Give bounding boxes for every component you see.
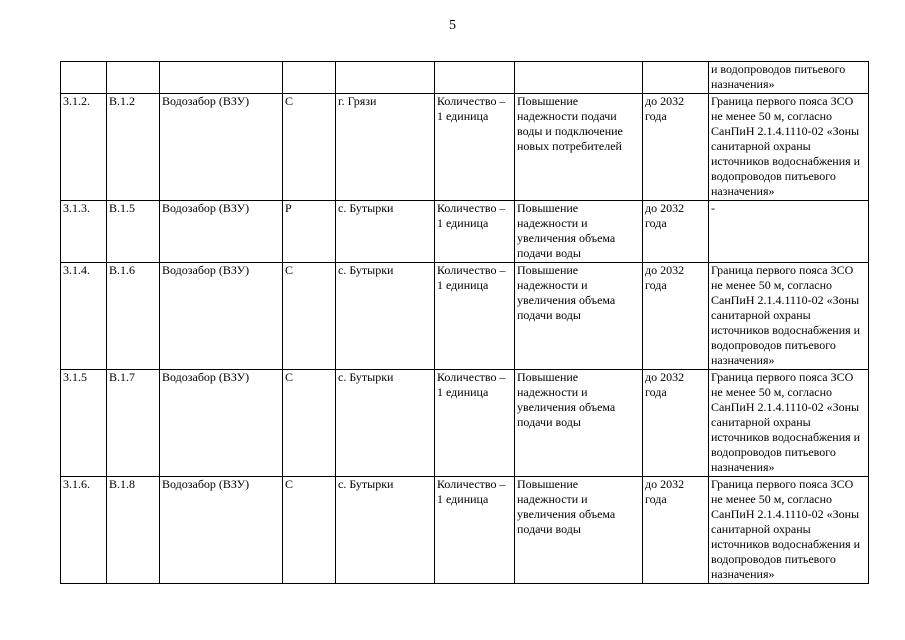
cell-num: 3.1.3. (61, 201, 107, 263)
table-row (61, 263, 869, 370)
cell-object: Водозабор (ВЗУ) (160, 477, 283, 584)
cell-zone: Граница первого пояса ЗСО не менее 50 м, согласно СанПиН 2.1.4.1110-02 «Зоны санитарной охраны источников водоснабжения и водопроводов питьевого назначения» (709, 94, 869, 201)
cell-location: г. Грязи (336, 94, 435, 201)
cell-term: до 2032 года (643, 94, 709, 201)
table-row (61, 94, 869, 201)
cell-term: до 2032 года (643, 370, 709, 477)
cell-num (61, 62, 107, 94)
cell-characteristic: Количество – 1 единица (435, 263, 515, 370)
cell-characteristic: Количество – 1 единица (435, 370, 515, 477)
cell-purpose (515, 62, 643, 94)
cell-location (336, 62, 435, 94)
cell-purpose: Повышение надежности и увеличения объема подачи воды (515, 370, 643, 477)
cell-num: 3.1.4. (61, 263, 107, 370)
cell-code: В.1.2 (107, 94, 160, 201)
cell-characteristic: Количество – 1 единица (435, 94, 515, 201)
objects-table (60, 61, 869, 584)
cell-status: С (283, 477, 336, 584)
cell-status: С (283, 94, 336, 201)
cell-object: Водозабор (ВЗУ) (160, 201, 283, 263)
cell-zone: Граница первого пояса ЗСО не менее 50 м, согласно СанПиН 2.1.4.1110-02 «Зоны санитарной охраны источников водоснабжения и водопроводов питьевого назначения» (709, 370, 869, 477)
cell-num: 3.1.2. (61, 94, 107, 201)
cell-term (643, 62, 709, 94)
cell-code (107, 62, 160, 94)
cell-status: С (283, 263, 336, 370)
cell-num: 3.1.6. (61, 477, 107, 584)
cell-characteristic: Количество – 1 единица (435, 201, 515, 263)
table-row (61, 62, 869, 94)
cell-term: до 2032 года (643, 263, 709, 370)
cell-code: В.1.8 (107, 477, 160, 584)
cell-zone: Граница первого пояса ЗСО не менее 50 м, согласно СанПиН 2.1.4.1110-02 «Зоны санитарной охраны источников водоснабжения и водопроводов питьевого назначения» (709, 477, 869, 584)
cell-code: В.1.7 (107, 370, 160, 477)
cell-purpose: Повышение надежности подачи воды и подключение новых потребителей (515, 94, 643, 201)
cell-location: с. Бутырки (336, 263, 435, 370)
cell-term: до 2032 года (643, 477, 709, 584)
table-row (61, 477, 869, 584)
page-number: 5 (449, 18, 456, 33)
cell-status: С (283, 370, 336, 477)
cell-characteristic: Количество – 1 единица (435, 477, 515, 584)
cell-zone: - (709, 201, 869, 263)
cell-status (283, 62, 336, 94)
cell-zone: Граница первого пояса ЗСО не менее 50 м, согласно СанПиН 2.1.4.1110-02 «Зоны санитарной охраны источников водоснабжения и водопроводов питьевого назначения» (709, 263, 869, 370)
cell-term: до 2032 года (643, 201, 709, 263)
cell-characteristic (435, 62, 515, 94)
cell-object (160, 62, 283, 94)
cell-code: В.1.6 (107, 263, 160, 370)
cell-location: с. Бутырки (336, 370, 435, 477)
cell-status: Р (283, 201, 336, 263)
cell-purpose: Повышение надежности и увеличения объема подачи воды (515, 477, 643, 584)
cell-object: Водозабор (ВЗУ) (160, 263, 283, 370)
cell-purpose: Повышение надежности и увеличения объема подачи воды (515, 263, 643, 370)
cell-object: Водозабор (ВЗУ) (160, 94, 283, 201)
cell-object: Водозабор (ВЗУ) (160, 370, 283, 477)
cell-num: 3.1.5 (61, 370, 107, 477)
cell-code: В.1.5 (107, 201, 160, 263)
table-row (61, 370, 869, 477)
table-row (61, 201, 869, 263)
cell-purpose: Повышение надежности и увеличения объема подачи воды (515, 201, 643, 263)
cell-location: с. Бутырки (336, 201, 435, 263)
cell-location: с. Бутырки (336, 477, 435, 584)
cell-zone: и водопроводов питьевого назначения» (709, 62, 869, 94)
